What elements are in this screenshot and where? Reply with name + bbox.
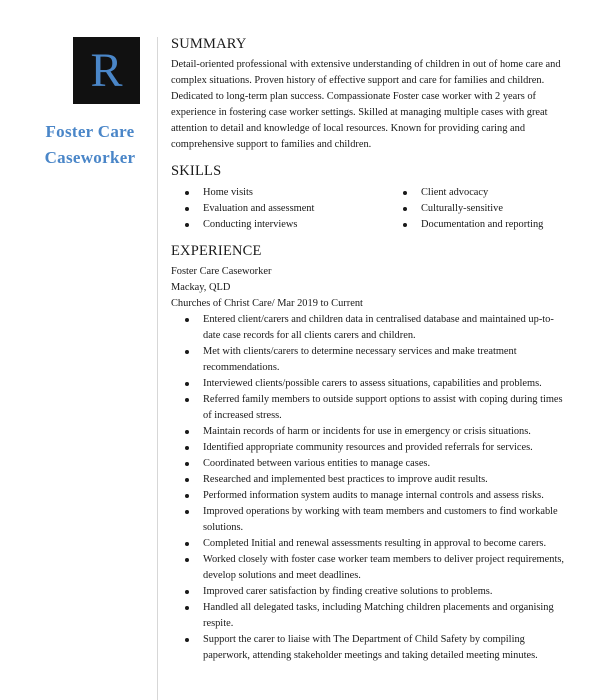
column-divider (157, 37, 158, 700)
duty-item: Entered client/carers and children data in centralised database and maintained up-to-date case records for all clients carers and children. (185, 312, 571, 344)
skills-list (171, 185, 571, 233)
duty-item: Researched and implemented best practices to improve audit results. (185, 472, 571, 488)
monogram-logo (73, 37, 140, 104)
job-location: Mackay, QLD (171, 282, 231, 293)
duty-item: Identified appropriate community resources and provided referrals for services. (185, 440, 571, 456)
skill-item: Evaluation and assessment (185, 201, 403, 217)
duty-item: Interviewed clients/possible carers to assess situations, capabilities and problems. (185, 376, 571, 392)
duty-item: Coordinated between various entities to manage cases. (185, 456, 571, 472)
skill-item: Home visits (185, 185, 403, 201)
duty-item: Handled all delegated tasks, including Matching children placements and organising respite. (185, 600, 571, 632)
duty-item: Worked closely with foster case worker team members to deliver project requirements, develop solutions and meet deadlines. (185, 552, 571, 584)
duty-item: Completed Initial and renewal assessments resulting in approval to become carers. (185, 536, 571, 552)
duty-item: Met with clients/carers to determine necessary services and make treatment recommendations. (185, 344, 571, 376)
job-title-line-2: Caseworker (44, 148, 136, 167)
duty-item: Support the carer to liaise with The Department of Child Safety by compiling paperwork, attending stakeholder meetings and taking detailed meeting minutes. (185, 632, 571, 664)
job-employer-dates: Churches of Christ Care/ Mar 2019 to Current (171, 298, 363, 309)
skills-column-right (403, 185, 543, 233)
skill-item: Culturally-sensitive (403, 201, 543, 217)
skill-item: Conducting interviews (185, 217, 403, 233)
duty-item: Performed information system audits to manage internal controls and assess risks. (185, 488, 571, 504)
job-title-line-1: Foster Care (45, 122, 135, 141)
summary-section (171, 36, 571, 153)
duty-item: Improved operations by working with team members and customers to find workable solutions. (185, 504, 571, 536)
monogram-letter: R (90, 43, 123, 97)
duty-item: Referred family members to outside support options to assist with coping during times of increased stress. (185, 392, 571, 424)
skills-column-left (171, 185, 403, 233)
summary-heading: SUMMARY (171, 36, 247, 52)
summary-text: Detail-oriented professional with extensive understanding of children in out of home care and complex situations. Proven history of effective support and care for families and children. Dedicated to long-term plan success. Compassionate Foster case worker with 2 years of experience in fostering case worker settings. Skilled at managing multiple cases with great attention to detail and knowledge of local resources. Known for providing caring and comprehensive support to families and children. (171, 59, 561, 150)
experience-heading: EXPERIENCE (171, 243, 262, 259)
job-duties-list (171, 312, 571, 664)
skills-section (171, 163, 571, 233)
duty-item: Improved carer satisfaction by finding creative solutions to problems. (185, 584, 571, 600)
experience-section (171, 243, 571, 664)
job-title: Foster Care Caseworker (171, 266, 272, 277)
skills-heading: SKILLS (171, 163, 222, 179)
resume-main (171, 36, 571, 664)
duty-item: Maintain records of harm or incidents for use in emergency or crisis situations. (185, 424, 571, 440)
skill-item: Client advocacy (403, 185, 543, 201)
skill-item: Documentation and reporting (403, 217, 543, 233)
